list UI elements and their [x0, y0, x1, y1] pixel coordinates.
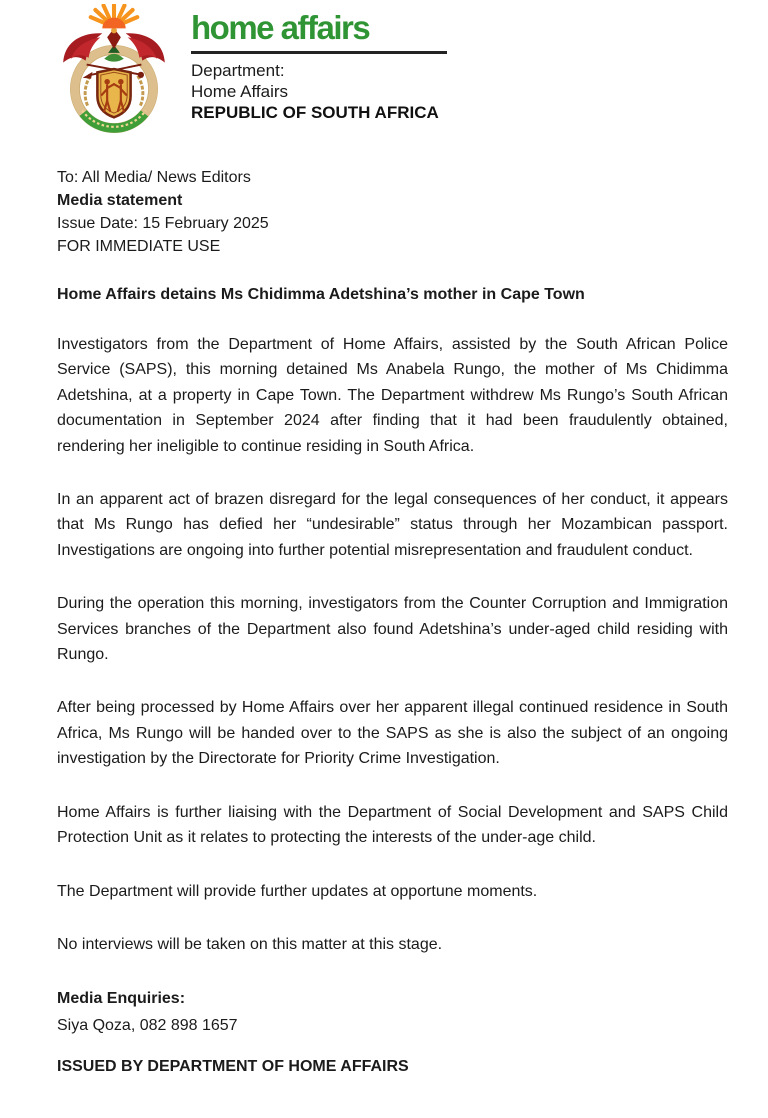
- release-line: FOR IMMEDIATE USE: [57, 238, 221, 255]
- paragraph-5: Home Affairs is further liaising with the Department of Social Development and SAPS Child Protection Unit as it relates to protecting the interests of the under-age child.: [57, 803, 728, 847]
- paragraph-4: After being processed by Home Affairs over her apparent illegal continued residence in South Africa, Ms Rungo will be handed over to the SAPS as she is also the subject of an ongoing investigation by the Directorate for Priority Crime Investigation.: [57, 699, 728, 768]
- wordmark-underline: [191, 51, 447, 54]
- paragraph-2: In an apparent act of brazen disregard for the legal consequences of her conduct, it appears that Ms Rungo has defied her “undesirable” status through her Mozambican passport. Investigations are ongoing into further potential misrepresentation and fraudulent conduct.: [57, 491, 728, 559]
- issued-by-line: ISSUED BY DEPARTMENT OF HOME AFFAIRS: [57, 1058, 409, 1076]
- recipient-line: To: All Media/ News Editors: [57, 169, 251, 186]
- paragraph-3: During the operation this morning, investigators from the Counter Corruption and Immigration Services branches of the Department also found Adetshina’s under-aged child residing with Rungo.: [57, 595, 728, 664]
- paragraph-1: Investigators from the Department of Home Affairs, assisted by the South African Police Service (SAPS), this morning detained Ms Anabela Rungo, the mother of Ms Chidimma Adetshina, at a property in Cape Town. The Department withdrew Ms Rungo’s South African documentation in September 2024 after finding that it had been fraudulently obtained, rendering her ineligible to continue residing in South Africa.: [57, 336, 728, 455]
- statement-type-line: Media statement: [57, 192, 183, 209]
- letterhead: [191, 8, 521, 123]
- department-name: Home Affairs: [191, 81, 289, 101]
- media-enquiries-label: Media Enquiries:: [57, 990, 186, 1008]
- paragraph-6: The Department will provide further updates at opportune moments.: [57, 882, 538, 900]
- country-name: REPUBLIC OF SOUTH AFRICA: [191, 103, 439, 122]
- coat-of-arms-logo: [55, 4, 173, 133]
- media-enquiries-block: [57, 985, 728, 1039]
- statement-headline: Home Affairs detains Ms Chidimma Adetshina’s mother in Cape Town: [57, 286, 585, 303]
- home-affairs-wordmark: home affairs: [191, 9, 370, 46]
- statement-body: [57, 166, 728, 1077]
- paragraph-7: No interviews will be taken on this matter at this stage.: [57, 935, 443, 953]
- department-label: Department:: [191, 61, 285, 80]
- issue-date-line: Issue Date: 15 February 2025: [57, 215, 269, 232]
- media-enquiries-contact: Siya Qoza, 082 898 1657: [57, 1017, 238, 1035]
